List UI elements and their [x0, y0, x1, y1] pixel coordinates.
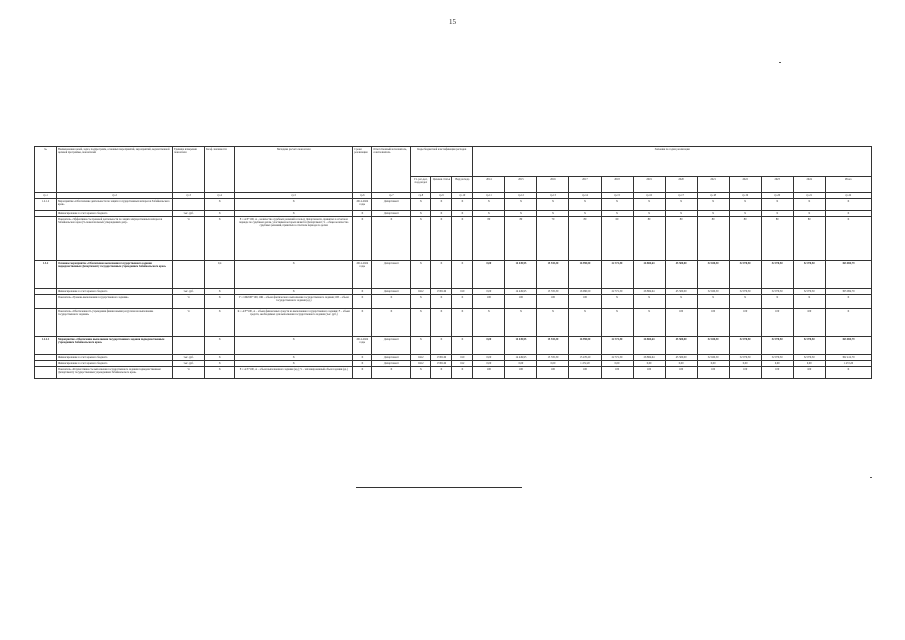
row-value-2016: 15 535,30	[537, 337, 569, 355]
row-value-2015: 14 449,95	[505, 289, 537, 295]
row-coef: X	[205, 309, 235, 337]
column-number-3: гр.3	[173, 193, 205, 199]
row-code-article: X	[431, 367, 452, 379]
row-value-2017: X	[569, 211, 601, 217]
row-value-2016: X	[537, 309, 569, 337]
row-code-section: X	[411, 295, 431, 309]
row-unit	[173, 199, 205, 211]
row-number	[35, 217, 57, 261]
row-value-2016: 70	[537, 217, 569, 261]
row-value-2022: 52 070,50	[729, 289, 761, 295]
row-value-2022: 52 070,50	[729, 355, 761, 361]
row-name: Показатель «Эффективность правовой деятельности по защите имущественных интересов Забайкальского края (%-пожелательных утверждениях дел)»	[57, 217, 173, 261]
column-number-13: гр.13	[537, 193, 569, 199]
row-value-2017: 15 470,20	[569, 355, 601, 361]
row-executor: X	[372, 217, 411, 261]
column-number-8: гр.8	[411, 193, 431, 199]
row-number: 1.2.2.1	[35, 337, 57, 355]
column-number-5: гр.5	[235, 193, 353, 199]
row-value-2018: X	[601, 309, 633, 337]
row-value-2018: 22 371,50	[601, 337, 633, 355]
row-value-2019: X	[633, 211, 665, 217]
row-executor: Департамент	[372, 355, 411, 361]
row-method: X	[235, 337, 353, 355]
row-number	[35, 295, 57, 309]
row-value-2019: X	[633, 199, 665, 211]
row-value-2021: X	[697, 199, 729, 211]
row-value-2020: 45 500,00	[665, 355, 697, 361]
row-number: 1.2.1.2	[35, 199, 57, 211]
row-code-article: 1720149	[431, 289, 452, 295]
row-coef: X	[205, 211, 235, 217]
row-code-type: X	[452, 337, 473, 355]
row-value-2016: X	[537, 199, 569, 211]
row-coef: X	[205, 199, 235, 211]
row-value-2019: X	[633, 295, 665, 309]
row-value-2018: X	[601, 199, 633, 211]
row-value-2020: X	[665, 199, 697, 211]
header-year-2023: 2023	[761, 177, 793, 193]
row-code-article: X	[431, 211, 452, 217]
row-total: X	[825, 217, 871, 261]
column-number-16: гр.16	[633, 193, 665, 199]
table-row	[35, 367, 872, 379]
row-value-2014: 0,00	[473, 361, 505, 367]
row-code-type: X	[452, 261, 473, 289]
row-number: 1.3.2	[35, 261, 57, 289]
row-value-2019: X	[633, 309, 665, 337]
row-unit: тыс. руб.	[173, 355, 205, 361]
row-code-article: X	[431, 199, 452, 211]
column-number-19: гр.19	[729, 193, 761, 199]
row-value-2024: 80	[793, 217, 825, 261]
row-name: Показатель «Уровень выполнения государственного задания»	[57, 295, 173, 309]
row-name: Показатель «Результативность выполнения государственного задания подведомственным Департаменту государственным учреждением Забайкальского края»	[57, 367, 173, 379]
row-code-section: X	[411, 211, 431, 217]
row-term: X	[353, 355, 372, 361]
row-name: Основное мероприятие «Обеспечение выполнения государственного задания подведомственным Департаменту государственным учреждением Забайкальского края»	[57, 261, 173, 289]
row-value-2024: 52 070,50	[793, 261, 825, 289]
row-code-section: 0412	[411, 361, 431, 367]
row-value-2021: 100	[697, 309, 729, 337]
row-name: Финансирование за счет краевого бюджета	[57, 289, 173, 295]
row-name: Мероприятие «Обеспечение выполнения государственного задания подведомственным учреждением Забайкальского края»	[57, 337, 173, 355]
header-year-2018: 2018	[601, 177, 633, 193]
row-total: X	[825, 309, 871, 337]
row-code-article: X	[431, 309, 452, 337]
header-exec: Ответственный исполнитель, соисполнитель	[372, 147, 411, 193]
row-name: Финансирование за счет краевого бюджета	[57, 211, 173, 217]
row-value-2015: X	[505, 309, 537, 337]
row-value-2016: 15 535,30	[537, 355, 569, 361]
row-code-article: 1720149	[431, 355, 452, 361]
row-code-section: X	[411, 337, 431, 355]
row-value-2014: X	[473, 199, 505, 211]
scan-dot	[870, 477, 872, 478]
column-number-1: гр.1	[35, 193, 57, 199]
row-term: X	[353, 211, 372, 217]
header-year-2021: 2021	[697, 177, 729, 193]
column-number-12: гр.12	[505, 193, 537, 199]
row-value-2022: X	[729, 199, 761, 211]
row-code-article: X	[431, 261, 452, 289]
row-code-section: 0412	[411, 289, 431, 295]
row-value-2024: X	[793, 295, 825, 309]
row-value-2017: 16 990,50	[569, 289, 601, 295]
row-method: X	[235, 211, 353, 217]
header-year-2019: 2019	[633, 177, 665, 193]
row-unit	[173, 337, 205, 355]
row-value-2019: 26 884,64	[633, 337, 665, 355]
row-value-2021: 52 020,50	[697, 289, 729, 295]
row-value-2018: 0,00	[601, 361, 633, 367]
row-value-2017: 100	[569, 367, 601, 379]
row-value-2024: X	[793, 211, 825, 217]
row-value-2022: 100	[729, 367, 761, 379]
header-code-3: Вид расхода	[452, 177, 473, 193]
row-method: У = ОФ/ОП*100, ОФ – объем фактического выполнения государственного задания; ОП – объем государственного задания (ед.)	[235, 295, 353, 309]
row-value-2020: 45 500,00	[665, 289, 697, 295]
row-term: 2014-2024 годы	[353, 337, 372, 355]
row-coef: X	[205, 367, 235, 379]
row-value-2014: 0,00	[473, 337, 505, 355]
row-unit: %	[173, 309, 205, 337]
row-total: 363 084,79	[825, 337, 871, 355]
row-coef: X	[205, 355, 235, 361]
row-total: X	[825, 295, 871, 309]
row-value-2015: X	[505, 211, 537, 217]
row-value-2014: 0,00	[473, 355, 505, 361]
column-number-7: гр.7	[372, 193, 411, 199]
row-term: X	[353, 309, 372, 337]
row-coef: X	[205, 361, 235, 367]
row-name: Финансирование за счет краевого бюджета	[57, 361, 173, 367]
row-value-2023: 52 070,50	[761, 261, 793, 289]
row-code-type: X	[452, 367, 473, 379]
row-value-2023: 0,00	[761, 361, 793, 367]
row-value-2014: 0,00	[473, 261, 505, 289]
row-value-2015: 100	[505, 295, 537, 309]
row-value-2019: 80	[633, 217, 665, 261]
row-term: 2014-2024 годы	[353, 199, 372, 211]
header-total: Итого	[825, 177, 871, 193]
row-total: 1 472,20	[825, 361, 871, 367]
row-term: 2014-2024 годы	[353, 261, 372, 289]
row-term: X	[353, 361, 372, 367]
row-unit: тыс. руб.	[173, 211, 205, 217]
row-value-2021: X	[697, 211, 729, 217]
row-method: X	[235, 289, 353, 295]
row-value-2021: 52 020,50	[697, 355, 729, 361]
row-code-type: 612	[452, 361, 473, 367]
row-method: X	[235, 361, 353, 367]
row-method: Е = А/S*100, А – объем выполненного задания (ед.); S – запланированный объем задания (ед.)	[235, 367, 353, 379]
row-value-2024: 100	[793, 309, 825, 337]
row-total: X	[825, 211, 871, 217]
row-method: X	[235, 199, 353, 211]
row-executor: X	[372, 309, 411, 337]
row-value-2021: 52 020,50	[697, 261, 729, 289]
row-value-2020: 45 500,00	[665, 261, 697, 289]
row-coef: X	[205, 295, 235, 309]
row-value-2021: 52 020,50	[697, 337, 729, 355]
row-value-2016: 0,00	[537, 361, 569, 367]
row-value-2023: 80	[761, 217, 793, 261]
footer-separator-line	[356, 487, 522, 488]
row-code-section: X	[411, 217, 431, 261]
row-unit: %	[173, 217, 205, 261]
column-number-20: гр.20	[761, 193, 793, 199]
header-values: Значения по годам реализации	[473, 147, 872, 177]
row-value-2020: 100	[665, 367, 697, 379]
column-number-2: гр.2	[57, 193, 173, 199]
table-row	[35, 199, 872, 211]
row-value-2015: 14 449,95	[505, 261, 537, 289]
row-method: К = А/F*100, А – объем финансовых средств на выполнение государственного задания; F – объем средств, необходимых для выполнения государственного задания (тыс. руб.)	[235, 309, 353, 337]
row-value-2019: 0,00	[633, 361, 665, 367]
row-method: E = A/S*100, А – количество судебных решений в пользу Департамента, принятых в отчетном периоде по судебным делам, участником которых является Департамент; S – общее количество судебных решений, принятых в отчетном периоде по делам	[235, 217, 353, 261]
row-executor: Департамент	[372, 289, 411, 295]
row-executor: Департамент	[372, 337, 411, 355]
row-value-2020: 0,00	[665, 361, 697, 367]
header-code-1: Гл. рас-дел, под-раздел	[411, 177, 431, 193]
scan-dot	[779, 62, 781, 63]
row-value-2023: X	[761, 199, 793, 211]
row-number	[35, 367, 57, 379]
row-value-2018: 100	[601, 367, 633, 379]
row-method: X	[235, 355, 353, 361]
row-name: Показатель «Обеспеченность учреждения финансовыми ресурсами на выполнение государственного задания»	[57, 309, 173, 337]
row-value-2020: X	[665, 211, 697, 217]
row-value-2023: 52 070,50	[761, 355, 793, 361]
row-value-2022: X	[729, 295, 761, 309]
row-value-2024: 100	[793, 367, 825, 379]
row-executor: X	[372, 367, 411, 379]
row-unit	[173, 261, 205, 289]
header-year-2017: 2017	[569, 177, 601, 193]
row-value-2014: 80	[473, 217, 505, 261]
table-row	[35, 261, 872, 289]
header-year-2014: 2014	[473, 177, 505, 193]
row-value-2017: 16 990,50	[569, 261, 601, 289]
row-value-2018: 22 371,50	[601, 261, 633, 289]
row-name: Финансирование за счет краевого бюджета	[57, 355, 173, 361]
row-code-article: 1720149	[431, 361, 452, 367]
row-value-2019: 26 884,64	[633, 355, 665, 361]
row-value-2023: 52 070,50	[761, 289, 793, 295]
row-value-2014: 100	[473, 295, 505, 309]
row-value-2022: 52 070,50	[729, 337, 761, 355]
row-term: X	[353, 289, 372, 295]
row-code-type: X	[452, 211, 473, 217]
column-number-14: гр.14	[569, 193, 601, 199]
row-value-2020: 45 500,00	[665, 337, 697, 355]
row-code-type: 610	[452, 355, 473, 361]
row-total: X	[825, 199, 871, 211]
row-code-article: X	[431, 217, 452, 261]
row-total: 363 084,79	[825, 261, 871, 289]
header-name: Наименование целей, задач, подпрограмм, основных мероприятий, мероприятий, ведомственной целевой программы, показателей	[57, 147, 173, 193]
column-number-21: гр.21	[793, 193, 825, 199]
page-number: 15	[449, 18, 456, 26]
row-value-2018: 60	[601, 217, 633, 261]
row-value-2017: 80	[569, 217, 601, 261]
row-value-2017: 16 990,50	[569, 337, 601, 355]
row-executor: X	[372, 295, 411, 309]
row-code-type: 610	[452, 289, 473, 295]
table-row	[35, 217, 872, 261]
row-value-2015: X	[505, 199, 537, 211]
row-code-type: X	[452, 199, 473, 211]
row-value-2019: 26 884,64	[633, 289, 665, 295]
row-value-2017: 100	[569, 295, 601, 309]
row-value-2015: 100	[505, 367, 537, 379]
row-term: X	[353, 367, 372, 379]
row-value-2018: 22 371,50	[601, 289, 633, 295]
column-number-4: гр.4	[205, 193, 235, 199]
row-value-2016: 15 535,30	[537, 261, 569, 289]
row-value-2023: X	[761, 295, 793, 309]
row-code-article: X	[431, 295, 452, 309]
row-value-2022: 80	[729, 217, 761, 261]
row-code-section: X	[411, 309, 431, 337]
row-value-2022: X	[729, 211, 761, 217]
row-value-2024: X	[793, 199, 825, 211]
row-value-2023: X	[761, 211, 793, 217]
row-number	[35, 309, 57, 337]
row-value-2016: 100	[537, 367, 569, 379]
row-value-2015: 0,00	[505, 361, 537, 367]
row-value-2021: 80	[697, 217, 729, 261]
row-term: X	[353, 217, 372, 261]
row-value-2019: 100	[633, 367, 665, 379]
row-value-2024: 52 070,50	[793, 355, 825, 361]
row-executor: Департамент	[372, 211, 411, 217]
header-unit: Единица измерения показателя	[173, 147, 205, 193]
row-code-type: X	[452, 309, 473, 337]
row-unit: тыс. руб.	[173, 361, 205, 367]
header-term: Сроки реализации	[353, 147, 372, 193]
row-value-2015: 80	[505, 217, 537, 261]
row-value-2018: 22 371,50	[601, 355, 633, 361]
header-year-2022: 2022	[729, 177, 761, 193]
row-value-2014: 100	[473, 367, 505, 379]
row-coef: 0,4	[205, 261, 235, 289]
table-row	[35, 309, 872, 337]
row-name: Мероприятие «Обеспечение деятельности по защите государственных интересов Забайкальского края»	[57, 199, 173, 211]
header-method: Методика расчета показателя	[235, 147, 353, 193]
header-year-2024: 2024	[793, 177, 825, 193]
row-code-section: X	[411, 261, 431, 289]
row-total: X	[825, 367, 871, 379]
header-codes: Коды бюджетной классификации расходов	[411, 147, 473, 177]
header-coef: Коэф. значимости	[205, 147, 235, 193]
row-value-2020: X	[665, 295, 697, 309]
row-value-2017: 1 472,20	[569, 361, 601, 367]
program-table	[34, 146, 872, 379]
column-number-15: гр.15	[601, 193, 633, 199]
row-value-2023: 52 070,50	[761, 337, 793, 355]
row-value-2014: X	[473, 309, 505, 337]
header-row	[35, 147, 872, 177]
column-number-18: гр.18	[697, 193, 729, 199]
row-value-2014: 0,00	[473, 289, 505, 295]
row-code-type: X	[452, 295, 473, 309]
row-value-2016: 15 535,30	[537, 289, 569, 295]
row-value-2019: 26 884,64	[633, 261, 665, 289]
row-value-2015: 14 449,95	[505, 355, 537, 361]
row-code-section: X	[411, 199, 431, 211]
row-value-2023: 100	[761, 309, 793, 337]
row-value-2022: 52 070,50	[729, 261, 761, 289]
column-number-9: гр.9	[431, 193, 452, 199]
row-executor: Департамент	[372, 199, 411, 211]
row-value-2017: X	[569, 199, 601, 211]
row-code-type: X	[452, 217, 473, 261]
row-total: 362 412,79	[825, 355, 871, 361]
column-number-6: гр.6	[353, 193, 372, 199]
row-value-2022: 0,00	[729, 361, 761, 367]
row-value-2020: 100	[665, 309, 697, 337]
row-code-section: 0412	[411, 355, 431, 361]
row-value-2024: 52 070,50	[793, 289, 825, 295]
row-value-2016: X	[537, 211, 569, 217]
row-value-2014: X	[473, 211, 505, 217]
row-coef: X	[205, 289, 235, 295]
row-value-2023: 100	[761, 367, 793, 379]
row-value-2021: 0,00	[697, 361, 729, 367]
row-value-2024: 0,00	[793, 361, 825, 367]
header-code-2: Целевая статья	[431, 177, 452, 193]
header-no: №	[35, 147, 57, 193]
row-unit: %	[173, 295, 205, 309]
row-coef: X	[205, 337, 235, 355]
column-number-10: гр.10	[452, 193, 473, 199]
row-code-article: X	[431, 337, 452, 355]
row-value-2021: 100	[697, 367, 729, 379]
table-row	[35, 337, 872, 355]
column-number-11: гр.11	[473, 193, 505, 199]
header-year-2020: 2020	[665, 177, 697, 193]
row-coef: X	[205, 217, 235, 261]
row-value-2017: X	[569, 309, 601, 337]
header-year-2015: 2015	[505, 177, 537, 193]
row-method: X	[235, 261, 353, 289]
row-unit: тыс. руб.	[173, 289, 205, 295]
row-value-2018: X	[601, 295, 633, 309]
row-code-section: X	[411, 367, 431, 379]
row-executor: Департамент	[372, 361, 411, 367]
row-total: 363 084,79	[825, 289, 871, 295]
column-number-17: гр.17	[665, 193, 697, 199]
column-number-22: гр.22	[825, 193, 871, 199]
row-term: X	[353, 295, 372, 309]
row-executor: Департамент	[372, 261, 411, 289]
table-row	[35, 295, 872, 309]
row-value-2015: 14 449,95	[505, 337, 537, 355]
row-value-2020: 80	[665, 217, 697, 261]
row-value-2021: X	[697, 295, 729, 309]
row-value-2024: 52 070,50	[793, 337, 825, 355]
row-value-2022: 100	[729, 309, 761, 337]
row-value-2016: 100	[537, 295, 569, 309]
row-unit: %	[173, 367, 205, 379]
header-year-2016: 2016	[537, 177, 569, 193]
row-value-2018: X	[601, 211, 633, 217]
